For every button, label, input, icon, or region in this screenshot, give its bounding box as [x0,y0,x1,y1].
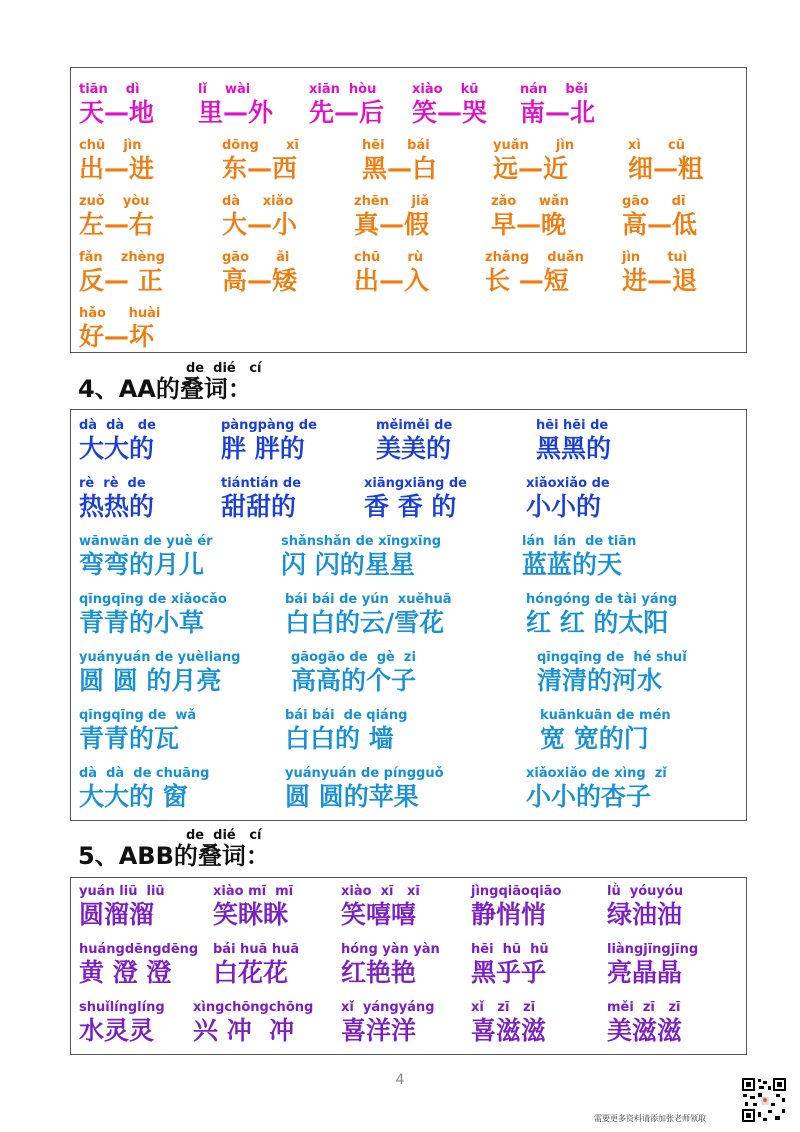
word-item [79,1000,165,1046]
word-item [222,138,299,184]
word-item [79,82,154,128]
chinese-word: 高—低 [622,210,698,239]
word-item [493,138,574,184]
chinese-word: 甜甜的 [221,492,297,521]
pinyin-label: gāogāo de gè zi [291,650,416,665]
pinyin-label: shuǐlínglíng [79,1000,165,1015]
chinese-word: 圆 圆的苹果 [285,782,419,811]
word-item [221,476,301,522]
word-item [341,884,420,930]
aa-words-box [70,409,747,821]
pinyin-label: bái bái de yún xuěhuā [285,592,452,607]
chinese-word: 黑黑的 [536,434,612,463]
pinyin-label: fǎn zhèng [79,250,165,265]
word-item [79,534,213,580]
word-item [79,708,196,754]
chinese-word: 喜滋滋 [471,1016,547,1045]
pinyin-label: jìngqiāoqiāo [471,884,562,899]
word-item [526,476,610,522]
word-item [285,766,444,812]
pinyin-label: dà xiǎo [222,194,294,209]
pinyin-label: gāo dī [622,194,686,209]
pinyin-label: yuányuán de píngguǒ [285,766,444,781]
chinese-word: 出—入 [354,266,430,295]
pinyin-label: hēi bái [362,138,430,153]
chinese-word: 红艳艳 [341,958,417,987]
section3-row [71,194,746,250]
pinyin-label: xiào mī mī [213,884,294,899]
chinese-word: 水灵灵 [79,1016,155,1045]
chinese-word: 笑嘻嘻 [341,900,417,929]
pinyin-label: bái huā huā [213,942,300,957]
chinese-word: 静悄悄 [471,900,547,929]
section5-heading-text: 5、ABB的叠词： [78,842,270,870]
pinyin-label: qīngqīng de hé shuǐ [537,650,687,665]
word-item [354,194,429,240]
word-item [622,250,697,296]
chinese-word: 宽 宽的门 [540,724,649,753]
word-item [522,534,636,580]
pinyin-label: chū rù [354,250,424,265]
antonym-box [70,67,747,353]
word-item [213,942,299,988]
pinyin-label: lǐ wài [198,82,251,97]
pinyin-label: xiān hòu [309,82,377,97]
word-item [364,476,467,522]
pinyin-label: dà dà de chuāng [79,766,210,781]
chinese-word: 南—北 [520,98,596,127]
word-item [285,592,452,638]
chinese-word: 喜洋洋 [341,1016,417,1045]
word-item [471,1000,546,1046]
chinese-word: 大大的 [79,434,155,463]
page-number: 4 [395,1072,405,1088]
pinyin-label: měi zī zī [607,1000,681,1015]
section4-heading-text: 4、AA的叠词： [78,375,252,403]
chinese-word: 蓝蓝的天 [522,550,623,579]
chinese-word: 白花花 [213,958,289,987]
pinyin-label: bái bái de qiáng [285,708,408,723]
chinese-word: 清清的河水 [537,666,663,695]
chinese-word: 大—小 [222,210,298,239]
word-item [485,250,584,296]
pinyin-label: xiǎoxiǎo de xìng zǐ [526,766,667,781]
pinyin-label: tiān dì [79,82,140,97]
chinese-word: 进—退 [622,266,698,295]
pinyin-label: xiāngxiāng de [364,476,467,491]
word-item [198,82,273,128]
chinese-word: 左—右 [79,210,155,239]
abb-words-box [70,877,747,1055]
chinese-word: 美美的 [376,434,452,463]
word-item [285,708,407,754]
section4-row [71,592,746,648]
chinese-word: 远—近 [493,154,569,183]
chinese-word: 闪 闪的星星 [281,550,415,579]
pinyin-label: hóng yàn yàn [341,942,440,957]
word-item [628,138,703,184]
pinyin-label: lán lán de tiān [522,534,637,549]
pinyin-label: xìngchōngchōng [193,1000,314,1015]
chinese-word: 弯弯的月儿 [79,550,205,579]
pinyin-label: zhēn jiǎ [354,194,430,209]
chinese-word: 小小的 [526,492,602,521]
chinese-word: 美滋滋 [607,1016,683,1045]
chinese-word: 先—后 [309,98,385,127]
chinese-word: 兴 冲 冲 [193,1016,295,1045]
chinese-word: 早—晚 [491,210,567,239]
word-item [537,650,687,696]
pinyin-label: yuán liū liū [79,884,165,899]
section5-heading-pinyin: de dié cí [186,828,262,843]
chinese-word: 黄 澄 澄 [79,958,172,987]
section5-heading [78,828,378,872]
pinyin-label: rè rè de [79,476,146,491]
chinese-word: 热热的 [79,492,155,521]
pinyin-label: gāo ǎi [222,250,290,265]
section4-row [71,708,746,764]
pinyin-label: xǐ yángyáng [341,1000,435,1015]
chinese-word: 胖 胖的 [221,434,305,463]
section5-row [71,1000,746,1056]
word-item [79,476,154,522]
pinyin-label: hēi hū hū [471,942,549,957]
section5-row [71,884,746,940]
word-item [412,82,487,128]
word-item [607,1000,682,1046]
pinyin-label: shǎnshǎn de xīngxīng [281,534,442,549]
pinyin-label: yuǎn jìn [493,138,575,153]
section4-heading-pinyin: de dié cí [186,361,262,376]
word-item [222,194,297,240]
word-item [354,250,429,296]
word-item [222,250,297,296]
section3-row [71,250,746,306]
pinyin-label: xǐ zī zī [471,1000,536,1015]
chinese-word: 出—进 [79,154,155,183]
chinese-word: 香 香 的 [364,492,457,521]
pinyin-label: qīngqīng de xiǎocǎo [79,592,227,607]
word-item [281,534,441,580]
pinyin-label: huángdēngdēng [79,942,199,957]
word-item [79,418,156,464]
pinyin-label: lǜ yóuyóu [607,884,684,899]
pinyin-label: tiántián de [221,476,302,491]
chinese-word: 白白的云/雪花 [285,608,445,637]
chinese-word: 圆 圆 的月亮 [79,666,222,695]
chinese-word: 黑乎乎 [471,958,547,987]
pinyin-label: dōng xī [222,138,299,153]
chinese-word: 东—西 [222,154,298,183]
word-item [526,592,677,638]
footer-note: 需要更多资料请添加张老师领取 [594,1114,706,1123]
word-item [341,942,440,988]
word-item [221,418,317,464]
pinyin-label: qīngqīng de wǎ [79,708,197,723]
pinyin-label: zǎo wǎn [491,194,569,209]
word-item [79,250,165,296]
word-item [79,138,154,184]
word-item [607,942,698,988]
chinese-word: 好—坏 [79,322,155,351]
word-item [193,1000,313,1046]
chinese-word: 圆溜溜 [79,900,155,929]
word-item [79,884,165,930]
chinese-word: 大大的 窗 [79,782,188,811]
pinyin-label: jìn tuì [622,250,688,265]
word-item [79,942,198,988]
pinyin-label: pàngpàng de [221,418,317,433]
pinyin-label: hǎo huài [79,306,161,321]
section4-row [71,766,746,822]
word-item [471,942,549,988]
pinyin-label: chū jìn [79,138,142,153]
chinese-word: 反— 正 [79,266,163,295]
pinyin-label: wānwān de yuè ér [79,534,213,549]
word-item [607,884,683,930]
word-item [79,650,240,696]
pinyin-label: xiào xī xī [341,884,420,899]
pinyin-label: kuānkuān de mén [540,708,671,723]
word-item [540,708,671,754]
chinese-word: 笑—哭 [412,98,488,127]
pinyin-label: zuǒ yòu [79,194,150,209]
chinese-word: 亮晶晶 [607,958,683,987]
word-item [79,306,160,352]
chinese-word: 黑—白 [362,154,438,183]
section3-row [71,138,746,194]
word-item [526,766,667,812]
section4-heading [78,361,378,405]
word-item [213,884,293,930]
pinyin-label: yuányuán de yuèliang [79,650,241,665]
chinese-word: 青青的小草 [79,608,205,637]
section3-row [71,82,746,138]
section3-row [71,306,746,362]
chinese-word: 白白的 墙 [285,724,394,753]
pinyin-label: dà dà de [79,418,156,433]
section4-row [71,418,746,474]
word-item [79,194,154,240]
pinyin-label: měiměi de [376,418,453,433]
section4-row [71,476,746,532]
pinyin-label: liàngjīngjīng [607,942,699,957]
pinyin-label: xiǎoxiǎo de [526,476,610,491]
pinyin-label: hóngóng de tài yáng [526,592,678,607]
word-item [79,592,227,638]
word-item [376,418,452,464]
chinese-word: 长 —短 [485,266,569,295]
chinese-word: 真—假 [354,210,430,239]
word-item [471,884,561,930]
section5-row [71,942,746,998]
chinese-word: 绿油油 [607,900,683,929]
word-item [341,1000,435,1046]
pinyin-label: nán běi [520,82,588,97]
chinese-word: 小小的杏子 [526,782,652,811]
pinyin-label: xiào kū [412,82,479,97]
pinyin-label: zhǎng duǎn [485,250,584,265]
chinese-word: 红 红 的太阳 [526,608,669,637]
pinyin-label: xì cū [628,138,685,153]
chinese-word: 青青的瓦 [79,724,180,753]
word-item [491,194,569,240]
word-item [362,138,437,184]
word-item [291,650,416,696]
chinese-word: 天—地 [79,98,155,127]
chinese-word: 里—外 [198,98,274,127]
chinese-word: 高高的个子 [291,666,417,695]
word-item [79,766,209,812]
chinese-word: 细—粗 [628,154,704,183]
word-item [309,82,384,128]
word-item [622,194,697,240]
qr-code [741,1077,787,1123]
section4-row [71,650,746,706]
pinyin-label: hēi hēi de [536,418,609,433]
word-item [536,418,611,464]
section4-row [71,534,746,590]
word-item [520,82,595,128]
chinese-word: 高—矮 [222,266,298,295]
chinese-word: 笑眯眯 [213,900,289,929]
